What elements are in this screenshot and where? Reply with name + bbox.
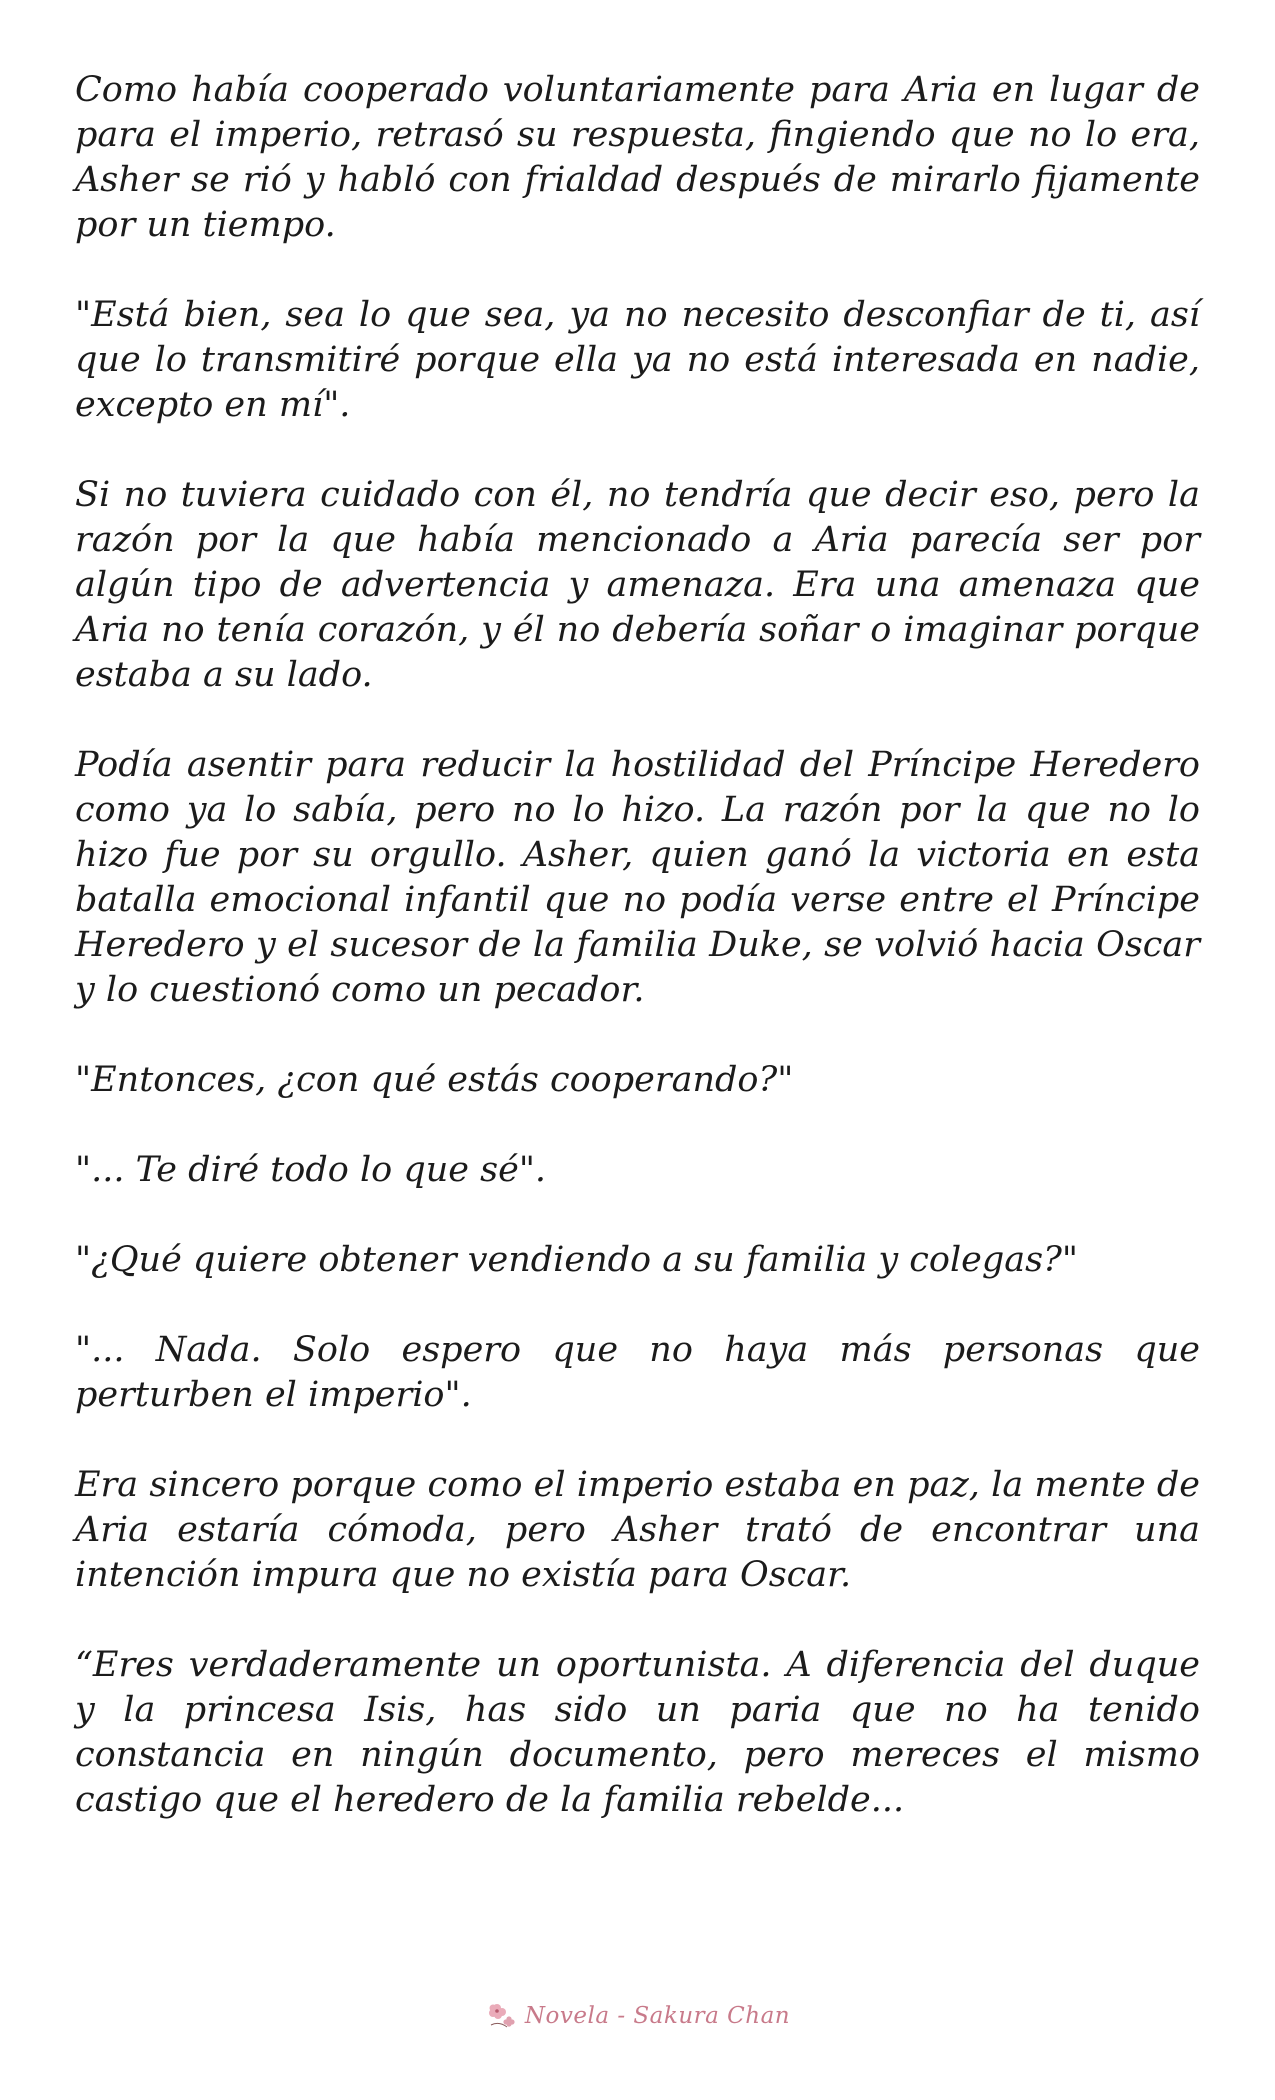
paragraph: Podía asentir para reducir la hostilidad del Príncipe Heredero como ya lo sabía, pero no lo hizo. La razón por la que no lo hizo fue por su orgullo. Asher, quien ganó la victoria en esta batalla emocional infantil que no podía verse entre el Príncipe Heredero y el sucesor de la familia Duke, se volvió hacia Oscar y lo cuestionó como un pecador.	[75, 745, 1200, 1010]
paragraph: "... Te diré todo lo que sé".	[75, 1150, 547, 1190]
paragraph: Si no tuviera cuidado con él, no tendría que decir eso, pero la razón por la que había mencionado a Aria parecía ser por algún tipo de advertencia y amenaza. Era una amenaza que Aria no tenía corazón, y él no debería soñar o imaginar porque estaba a su lado.	[75, 475, 1200, 695]
sakura-flower-icon	[485, 1999, 519, 2033]
paragraph: Era sincero porque como el imperio estaba en paz, la mente de Aria estaría cómoda, pero Asher trató de encontrar una intención impura que no existía para Oscar.	[75, 1465, 1200, 1595]
paragraph: “Eres verdaderamente un oportunista. A diferencia del duque y la princesa Isis, has sido un paria que no ha tenido constancia en ningún documento, pero mereces el mismo castigo que el heredero de la familia rebelde...	[75, 1645, 1200, 1820]
paragraph: Como había cooperado voluntariamente para Aria en lugar de para el imperio, retrasó su respuesta, fingiendo que no lo era, Asher se rió y habló con frialdad después de mirarlo fijamente por un tiempo.	[75, 70, 1200, 245]
paragraph: "... Nada. Solo espero que no haya más personas que perturben el imperio".	[75, 1330, 1200, 1415]
document-body	[75, 68, 1200, 1868]
paragraph: "Está bien, sea lo que sea, ya no necesito desconfiar de ti, así que lo transmitiré porque ella ya no está interesada en nadie, excepto en mí".	[75, 295, 1200, 425]
paragraph: "Entonces, ¿con qué estás cooperando?"	[75, 1060, 794, 1100]
watermark-text: Novela - Sakura Chan	[524, 2003, 791, 2029]
paragraph: "¿Qué quiere obtener vendiendo a su familia y colegas?"	[75, 1240, 1078, 1280]
watermark	[485, 1999, 790, 2033]
footer-watermark	[0, 1996, 1275, 2036]
